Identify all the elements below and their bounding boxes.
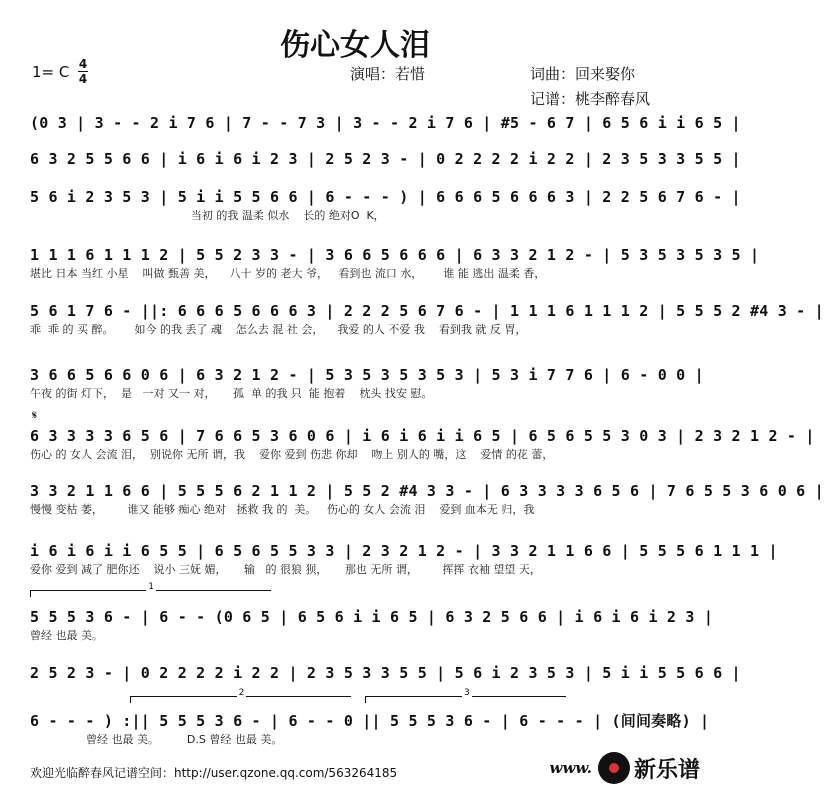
notes-line: (0 3 | 3 - - 2 i 7 6 | 7 - - 7 3 | 3 - - 2 i 7 6 | #5 - 6 7 | 6 5 6 i i 6 5 | <box>30 114 741 132</box>
ending-number: 2 <box>238 688 245 698</box>
notes-line: 5 6 1 7 6 - ||: 6 6 6 5 6 6 6 3 | 2 2 2 5 6 7 6 - | 1 1 1 6 1 1 1 2 | 5 5 5 2 #4 3 - | <box>30 302 824 320</box>
song-title: 伤心女人泪 <box>280 28 430 63</box>
lyrics-line: 曾经 也最 美。 D.S 曾经 也最 美。 <box>30 733 283 746</box>
score-row <box>30 662 741 700</box>
score-row <box>30 364 704 402</box>
time-signature-top: 4 <box>78 57 88 71</box>
lyrics-line: 伤心 的 女人 会流 泪， 别说你 无所 谓，我 爱你 爱到 伤悲 你却 吻上 别人的 嘴，这 爱情 的花 蕾， <box>30 448 554 461</box>
transcriber-credit: 记谱：桃李醉春风 <box>530 90 651 108</box>
notes-line: 2 5 2 3 - | 0 2 2 2 2 i 2 2 | 2 3 5 3 3 5 5 | 5 6 i 2 3 5 3 | 5 i i 5 5 6 6 | <box>30 664 741 682</box>
lyrics-line: 爱你 爱到 减了 肥你还 说小 三妩 媚， 输 的 很狼 狈， 那也 无所 谓， 挥挥 衣袖 望望 天， <box>30 563 541 576</box>
score-row <box>30 112 741 150</box>
time-signature-bottom: 4 <box>78 72 88 86</box>
logo-text: 新乐谱 <box>633 757 700 783</box>
score-row <box>30 425 815 463</box>
ending-bracket-1 <box>30 582 271 597</box>
site-url-prefix: www. <box>549 759 592 777</box>
score-row <box>30 480 824 518</box>
score-row <box>30 540 778 578</box>
notes-line: 6 3 2 5 5 6 6 | i 6 i 6 i 2 3 | 2 5 2 3 - | 0 2 2 2 2 i 2 2 | 2 3 5 3 3 5 5 | <box>30 150 741 168</box>
notes-line: 5 6 i 2 3 5 3 | 5 i i 5 5 6 6 | 6 - - - ) | 6 6 6 5 6 6 6 3 | 2 2 5 6 7 6 - | <box>30 188 741 206</box>
key-signature: 1= C <box>32 63 70 81</box>
lyrics-line: 午夜 的街 灯下， 是 一对 又一 对， 孤 单 的我 只 能 抱着 枕头 找安 慰。 <box>30 387 433 400</box>
ending-number: 1 <box>148 582 154 592</box>
notes-line: 5 5 5 3 6 - | 6 - - (0 6 5 | 6 5 6 i i 6 5 | 6 3 2 5 6 6 | i 6 i 6 i 2 3 | <box>30 608 714 626</box>
score-row <box>30 244 760 282</box>
lyrics-line: 堪比 日本 当红 小星 叫做 甄善 美， 八十 岁的 老大 爷， 看到也 流口 水， 谁 能 逃出 温柔 香， <box>30 267 546 280</box>
notes-line: 3 6 6 5 6 6 0 6 | 6 3 2 1 2 - | 5 3 5 3 5 3 5 3 | 5 3 i 7 7 6 | 6 - 0 0 | <box>30 366 704 384</box>
singer-credit: 演唱：若惜 <box>350 65 426 83</box>
ending-bracket-3 <box>365 688 566 703</box>
lyrics-line: 曾经 也最 美。 <box>30 629 103 642</box>
score-row <box>30 148 741 186</box>
score-row <box>30 710 710 748</box>
lyrics-line: 当初 的我 温柔 似水 长的 绝对O K， <box>30 209 385 222</box>
notes-line: i 6 i 6 i i 6 5 5 | 6 5 6 5 5 3 3 | 2 3 2 1 2 - | 3 3 2 1 1 6 6 | 5 5 5 6 1 1 1 | <box>30 542 778 560</box>
lyrics-line <box>30 170 680 186</box>
score-row <box>30 186 741 224</box>
footer-text: 欢迎光临醉春风记谱空间：http://user.qzone.qq.com/563264185 <box>30 766 398 780</box>
ending-number: 3 <box>464 688 470 698</box>
ending-bracket-2 <box>130 688 351 703</box>
segno-mark: 𝄋 <box>32 408 38 422</box>
time-signature <box>78 58 88 85</box>
lyrics-line: 乖 乖 的 买 醉。 如今 的我 丢了 魂 怎么去 混 社 会， 我爱 的人 不爱 我 看到我 就 反 胃， <box>30 323 527 336</box>
notes-line: 6 - - - ) :|| 5 5 5 3 6 - | 6 - - 0 || 5 5 5 3 6 - | 6 - - - | (间间奏略) | <box>30 712 710 730</box>
notes-line: 3 3 2 1 1 6 6 | 5 5 5 6 2 1 1 2 | 5 5 2 #4 3 3 - | 6 3 3 3 3 6 5 6 | 7 6 5 5 3 6 0 6 | <box>30 482 824 500</box>
lyrics-line: 慢慢 变枯 萎， 谁又 能够 痴心 绝对 拯救 我 的 美。 伤心的 女人 会流 泪 爱到 血本无 归，我 <box>30 503 535 516</box>
record-disc-icon <box>598 752 630 784</box>
score-row <box>30 300 824 338</box>
score-row <box>30 606 714 644</box>
composer-credit: 词曲：回来娶你 <box>530 65 636 83</box>
site-logo <box>550 752 700 784</box>
notes-line: 6 3 3 3 3 6 5 6 | 7 6 6 5 3 6 0 6 | i 6 i 6 i i 6 5 | 6 5 6 5 5 3 0 3 | 2 3 2 1 2 - | <box>30 427 815 445</box>
notes-line: 1 1 1 6 1 1 1 2 | 5 5 2 3 3 - | 3 6 6 5 6 6 6 | 6 3 3 2 1 2 - | 5 3 5 3 5 3 5 | <box>30 246 760 264</box>
lyrics-line <box>30 684 680 700</box>
